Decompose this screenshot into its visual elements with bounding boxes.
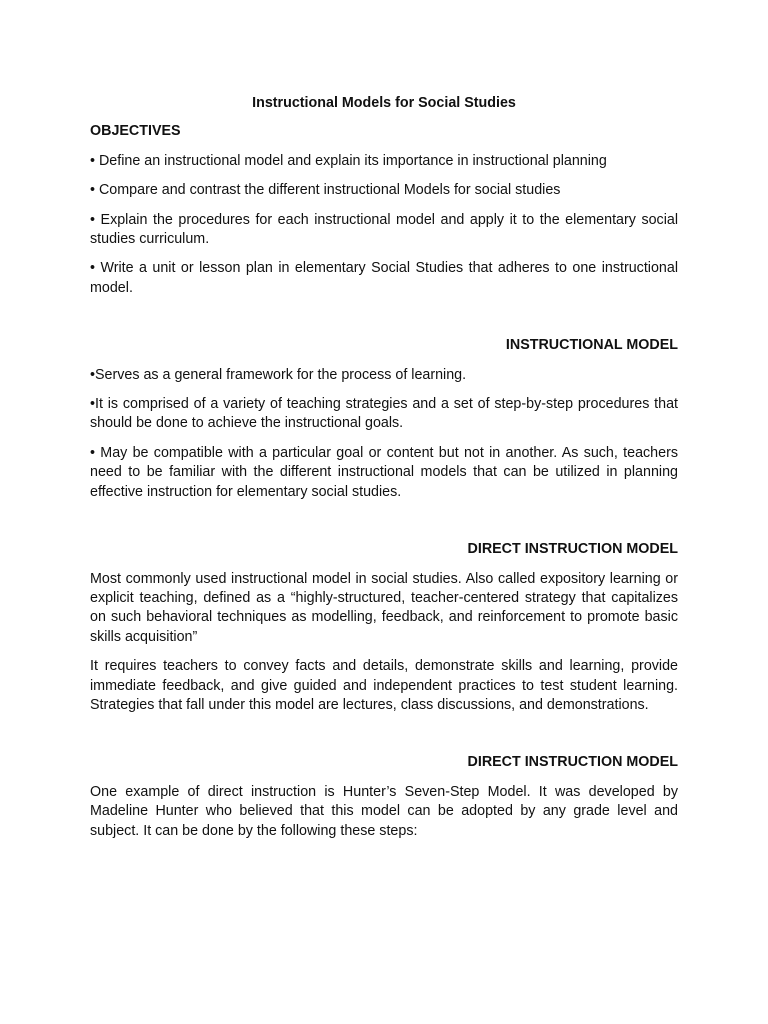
objective-item: • Compare and contrast the different instructional Models for social studies	[90, 182, 561, 199]
document-title: Instructional Models for Social Studies	[252, 95, 516, 111]
section-heading-direct-instruction: DIRECT INSTRUCTION MODEL	[467, 541, 678, 558]
section-paragraph: •Serves as a general framework for the process of learning.	[90, 366, 467, 383]
section-paragraph: • May be compatible with a particular goal or content but not in another. As such, teachers need to be familiar with the different instructional models that can be utilized in planning effective instruction for elementary social studies.	[90, 444, 678, 500]
objective-item: • Write a unit or lesson plan in elementary Social Studies that adheres to one instructional model.	[90, 260, 678, 296]
section-paragraph: One example of direct instruction is Hunter’s Seven-Step Model. It was developed by Madeline Hunter who believed that this model can be adopted by any grade level and subject. It can be done by the following these steps:	[90, 783, 678, 839]
section-paragraph: It requires teachers to convey facts and details, demonstrate skills and learning, provide immediate feedback, and give guided and independent practices to test student learning. Strategies that fall under this model are lectures, class discussions, and demonstrations.	[90, 658, 678, 713]
objective-item: • Define an instructional model and explain its importance in instructional planning	[90, 152, 607, 169]
section-heading-direct-instruction-2: DIRECT INSTRUCTION MODEL	[467, 754, 678, 771]
section-paragraph: •It is comprised of a variety of teaching strategies and a set of step-by-step procedures that should be done to achieve the instructional goals.	[90, 396, 678, 432]
section-heading-instructional-model: INSTRUCTIONAL MODEL	[505, 337, 678, 354]
objective-item: • Explain the procedures for each instructional model and apply it to the elementary social studies curriculum.	[90, 211, 678, 248]
objectives-heading: OBJECTIVES	[90, 123, 181, 140]
section-paragraph: Most commonly used instructional model in social studies. Also called expository learning or explicit teaching, defined as a “highly-structured, teacher-centered strategy that capitalizes on such behavioral techniques as modelling, feedback, and reinforcement to promote basic skills acquisition”	[90, 570, 678, 645]
